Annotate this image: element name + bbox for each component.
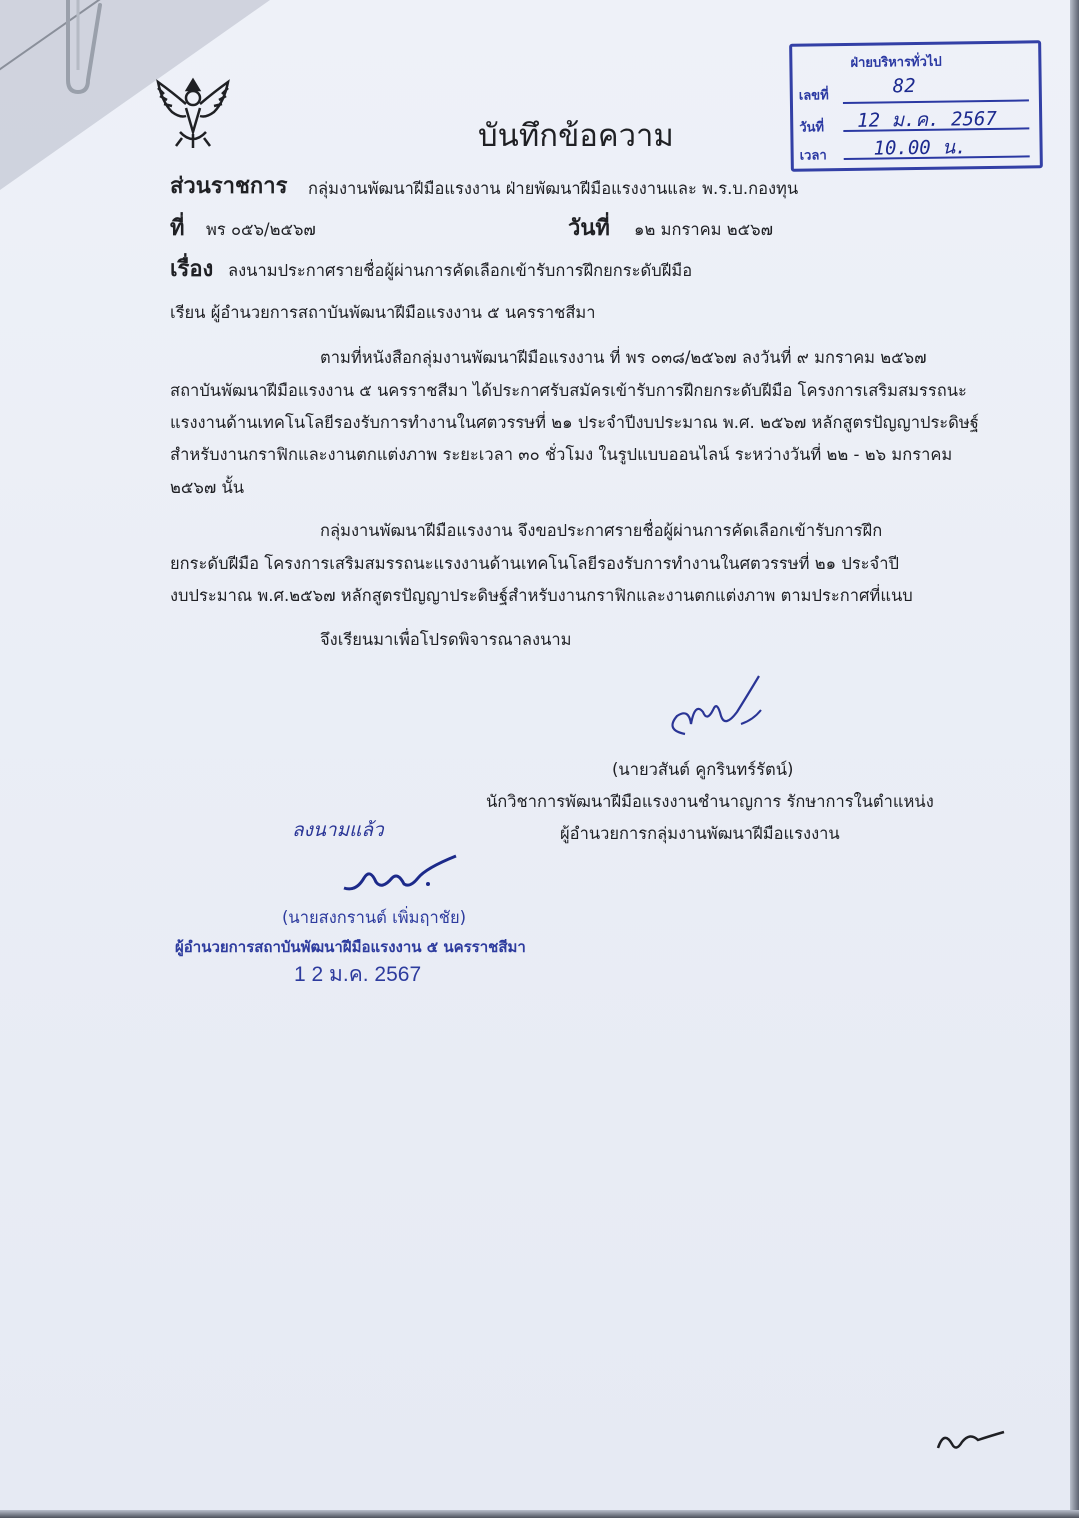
signature-icon [655, 672, 775, 744]
signer-position: ผู้อำนวยการกลุ่มงานพัฒนาฝีมือแรงงาน [560, 824, 840, 843]
subject-value: ลงนามประกาศรายชื่อผู้ผ่านการคัดเลือกเข้ารับการฝึกยกระดับฝีมือ [228, 261, 693, 280]
stamp-date-label: วันที่ [799, 120, 825, 136]
agency-label: ส่วนราชการ [170, 174, 288, 199]
signer-name: (นายวสันต์ คูกรินทร์รัตน์) [612, 760, 794, 779]
memo-title: บันทึกข้อความ [478, 118, 674, 154]
paragraph-line: ตามที่หนังสือกลุ่มงานพัฒนาฝีมือแรงงาน ที่ พร ๐๓๘/๒๕๖๗ ลงวันที่ ๙ มกราคม ๒๕๖๗ [320, 348, 927, 367]
approval-date-stamp: 1 2 ม.ค. 2567 [294, 963, 422, 986]
stamp-line [843, 99, 1029, 104]
ref-value: พร ๐๕๖/๒๕๖๗ [206, 220, 316, 239]
paragraph-line: สถาบันพัฒนาฝีมือแรงงาน ๕ นครราชสีมา ได้ประกาศรับสมัครเข้ารับการฝึกยกระดับฝีมือ โครงการเสริมสมรรถนะ [170, 381, 967, 400]
subject-label: เรื่อง [170, 257, 214, 282]
page-edge [0, 1510, 1079, 1518]
stamp-number-label: เลขที่ [798, 88, 829, 104]
approver-signature-icon [336, 848, 462, 896]
stamp-header: ฝ่ายบริหารทั่วไป [850, 54, 942, 71]
received-stamp [789, 40, 1043, 172]
garuda-emblem-icon [152, 72, 234, 150]
signer-position: นักวิชาการพัฒนาฝีมือแรงงานชำนาญการ รักษาการในตำแหน่ง [486, 792, 934, 811]
paragraph-line: ๒๕๖๗ นั้น [170, 478, 245, 497]
stamp-time-value: 10.00 น. [873, 136, 967, 160]
handwritten-note: ลงนามแล้ว [292, 819, 384, 841]
closing-line: จึงเรียนมาเพื่อโปรดพิจารณาลงนาม [320, 630, 572, 649]
approver-position: ผู้อำนวยการสถาบันพัฒนาฝีมือแรงงาน ๕ นครราชสีมา [175, 938, 526, 956]
page-edge [1070, 0, 1079, 1518]
initial-mark-icon [930, 1418, 1010, 1458]
ref-label: ที่ [170, 216, 185, 241]
approver-name: (นายสงกรานต์ เพิ่มฤาชัย) [282, 908, 467, 927]
paragraph-line: กลุ่มงานพัฒนาฝีมือแรงงาน จึงขอประกาศรายชื่อผู้ผ่านการคัดเลือกเข้ารับการฝึก [320, 521, 883, 540]
paperclip-icon [60, 0, 110, 95]
paragraph-line: งบประมาณ พ.ศ.๒๕๖๗ หลักสูตรปัญญาประดิษฐ์สำหรับงานกราฟิกและงานตกแต่งภาพ ตามประกาศที่แนบ [170, 586, 913, 605]
stamp-time-label: เวลา [799, 148, 827, 164]
agency-value: กลุ่มงานพัฒนาฝีมือแรงงาน ฝ่ายพัฒนาฝีมือแรงงานและ พ.ร.บ.กองทุน [308, 179, 799, 198]
salutation: เรียน ผู้อำนวยการสถาบันพัฒนาฝีมือแรงงาน ๕ นครราชสีมา [170, 303, 596, 322]
stamp-number-value: 82 [892, 75, 916, 98]
paragraph-line: ยกระดับฝีมือ โครงการเสริมสมรรถนะแรงงานด้านเทคโนโลยีรองรับการทำงานในศตวรรษที่ ๒๑ ประจำปี [170, 554, 899, 573]
stamp-date-value: 12 ม.ค. 2567 [857, 107, 997, 132]
paragraph-line: สำหรับงานกราฟิกและงานตกแต่งภาพ ระยะเวลา ๓๐ ชั่วโมง ในรูปแบบออนไลน์ ระหว่างวันที่ ๒๒ - ๒๖ มกราคม [170, 445, 953, 464]
date-label: วันที่ [568, 216, 610, 241]
date-value: ๑๒ มกราคม ๒๕๖๗ [634, 220, 773, 239]
paragraph-line: แรงงานด้านเทคโนโลยีรองรับการทำงานในศตวรรษที่ ๒๑ ประจำปีงบประมาณ พ.ศ. ๒๕๖๗ หลักสูตรปัญญาประดิษฐ์ [170, 413, 979, 432]
